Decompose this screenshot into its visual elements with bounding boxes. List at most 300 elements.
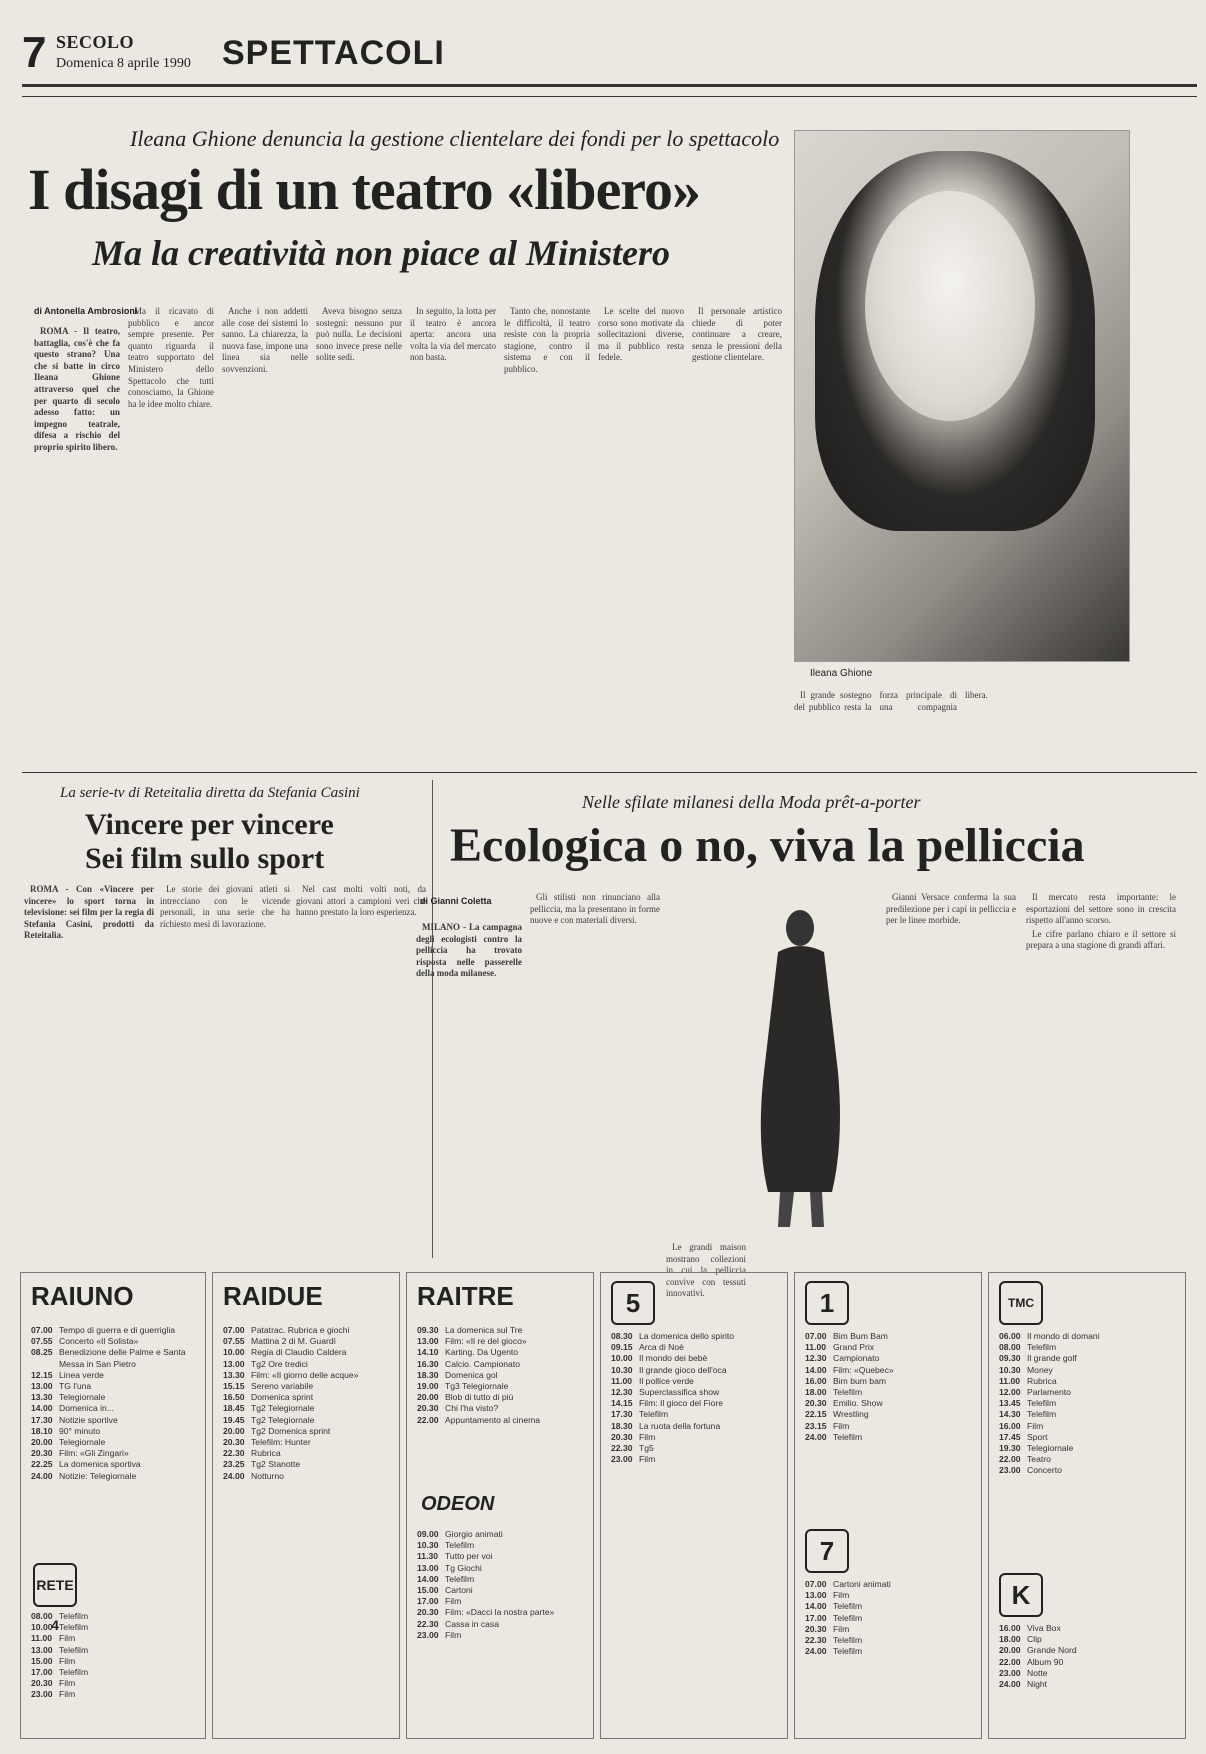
tv-program: Blob di tutto di più bbox=[445, 1392, 514, 1403]
tv-time: 09.30 bbox=[999, 1353, 1021, 1364]
raiuno-logo: RAIUNO bbox=[31, 1281, 134, 1311]
tv-program: Chi l'ha visto? bbox=[445, 1403, 499, 1414]
tv-program: Film: «Quebec» bbox=[833, 1364, 894, 1375]
tv-schedule-row bbox=[417, 1619, 583, 1630]
tv-schedule-row bbox=[999, 1331, 1175, 1342]
fashion-headline: Ecologica o no, viva la pelliccia bbox=[450, 819, 1085, 872]
tv-time: 10.30 bbox=[417, 1540, 439, 1551]
tv-program: Film bbox=[1027, 1420, 1044, 1431]
tv-schedule-row bbox=[999, 1342, 1175, 1353]
issue-date: Domenica 8 aprile 1990 bbox=[56, 56, 191, 71]
tv-program: Calcio. Campionato bbox=[445, 1358, 520, 1369]
tv-time: 15.00 bbox=[417, 1585, 439, 1596]
tv-schedule-row bbox=[805, 1342, 971, 1353]
tv-schedule-row bbox=[223, 1437, 389, 1448]
tv-program: Telegiornale bbox=[1027, 1443, 1074, 1454]
tv-schedule-row bbox=[31, 1678, 195, 1689]
tv-time: 07.55 bbox=[223, 1336, 245, 1347]
tv-schedule-row bbox=[223, 1381, 389, 1392]
tv-time: 10.00 bbox=[223, 1347, 245, 1358]
tv-schedule-row bbox=[31, 1370, 195, 1381]
tv-time: 13.45 bbox=[999, 1398, 1021, 1409]
tv-time: 20.30 bbox=[417, 1607, 439, 1618]
tv-program: Film bbox=[833, 1420, 850, 1431]
tv-program: Film: «Il re del gioco» bbox=[445, 1336, 527, 1347]
tv-time: 06.00 bbox=[999, 1331, 1021, 1341]
section-title: SPETTACOLI bbox=[222, 34, 445, 72]
article-column: Le scelte del nuovo corso sono motivate da sollecitazioni diverse, ma il pubblico resta fedele. bbox=[598, 306, 684, 363]
tv-time: 22.30 bbox=[417, 1618, 439, 1629]
tv-time: 23.25 bbox=[223, 1459, 245, 1470]
tv-time: 11.00 bbox=[611, 1375, 633, 1386]
tv-program: Il pollice verde bbox=[639, 1375, 694, 1386]
paper-name: SECOLO bbox=[56, 32, 135, 52]
tv-schedule-row bbox=[31, 1656, 195, 1667]
tv-schedule-row bbox=[999, 1387, 1175, 1398]
tv-schedule-row bbox=[999, 1353, 1175, 1364]
tv-program: Telefilm bbox=[59, 1611, 89, 1621]
tv-schedule-row bbox=[31, 1611, 195, 1622]
tv-schedule-row bbox=[417, 1325, 583, 1336]
fashion-kicker: Nelle sfilate milanesi della Moda prêt-a-porter bbox=[582, 792, 921, 812]
tv-time: 24.00 bbox=[999, 1679, 1021, 1690]
tv-schedule-row bbox=[417, 1403, 583, 1414]
tv-schedule-row bbox=[805, 1624, 971, 1635]
tv-raiuno bbox=[20, 1272, 206, 1739]
tv-schedule-row bbox=[417, 1381, 583, 1392]
tv-time: 10.00 bbox=[31, 1622, 53, 1633]
tv-program: Tg5 bbox=[639, 1443, 654, 1454]
tv-program: Telefilm bbox=[833, 1612, 863, 1623]
tv-schedule-row bbox=[31, 1415, 195, 1426]
tv-program: Telefilm bbox=[59, 1644, 89, 1655]
tv-program: Mattina 2 di M. Guardì bbox=[251, 1336, 337, 1347]
tv-program: Il mondo di domani bbox=[1027, 1331, 1100, 1341]
tv-schedule-row bbox=[805, 1635, 971, 1646]
tv-time: 20.30 bbox=[31, 1448, 53, 1459]
tv-program: Regia di Claudio Caldera bbox=[251, 1347, 347, 1358]
tv-time: 19.30 bbox=[999, 1443, 1021, 1454]
tv-program: Grand Prix bbox=[833, 1342, 875, 1353]
tv-schedule-row bbox=[417, 1551, 583, 1562]
tv-program: Notizie: Telegiornale bbox=[59, 1470, 137, 1481]
tv-time: 07.00 bbox=[805, 1331, 827, 1341]
tv-schedule-row bbox=[417, 1370, 583, 1381]
article-headline: I disagi di un teatro «libero» bbox=[28, 157, 701, 222]
tv-schedule-row bbox=[31, 1471, 195, 1482]
tv-program: Notizie sportive bbox=[59, 1414, 118, 1425]
tv-time: 17.45 bbox=[999, 1431, 1021, 1442]
article-column: Le storie dei giovani atleti si intrecciano con le vicende personali, in una serie che ha richiesto mesi di lavorazione. bbox=[160, 884, 290, 929]
tv-time: 19.45 bbox=[223, 1414, 245, 1425]
canale5-logo: 5 bbox=[611, 1281, 655, 1325]
tv-raitre bbox=[406, 1272, 594, 1739]
tv-program: Il grande gioco dell'oca bbox=[639, 1364, 727, 1375]
tv-schedule-row bbox=[31, 1437, 195, 1448]
tv-telemontecarlo bbox=[988, 1272, 1186, 1739]
tv-time: 16.00 bbox=[999, 1420, 1021, 1431]
tv-program: Telefilm bbox=[445, 1573, 475, 1584]
tv-time: 11.00 bbox=[805, 1342, 827, 1353]
tv-time: 16.00 bbox=[999, 1623, 1021, 1633]
tv-schedule-row bbox=[31, 1392, 195, 1403]
tv-program: Telefilm: Hunter bbox=[251, 1437, 311, 1448]
tv-program: Tg2 Stanotte bbox=[251, 1459, 301, 1470]
tv-time: 14.30 bbox=[999, 1409, 1021, 1420]
tv-program: Telefilm bbox=[833, 1635, 863, 1646]
tv-time: 20.30 bbox=[805, 1398, 827, 1409]
tv-time: 15.00 bbox=[31, 1655, 53, 1666]
tv-program: Film: Il gioco del Fiore bbox=[639, 1398, 724, 1409]
tv-program: Film bbox=[59, 1689, 76, 1700]
tv-schedule-row bbox=[31, 1336, 195, 1347]
tv-program: La domenica sportiva bbox=[59, 1459, 141, 1470]
tv-program: Grande Nord bbox=[1027, 1645, 1077, 1656]
tv-program: Campionato bbox=[833, 1353, 880, 1364]
tv-schedule-row bbox=[999, 1657, 1175, 1668]
tv-time: 22.00 bbox=[417, 1414, 439, 1425]
tv-program: Film bbox=[445, 1629, 462, 1640]
tv-program: Film bbox=[59, 1633, 76, 1644]
tv-time: 13.30 bbox=[223, 1369, 245, 1380]
tv-time: 12.30 bbox=[805, 1353, 827, 1364]
tv-schedule bbox=[223, 1325, 389, 1482]
tv-program: Film: «Il giorno delle acque» bbox=[251, 1369, 359, 1380]
tv-program: Cartoni animati bbox=[833, 1579, 891, 1589]
sport-kicker: La serie-tv di Reteitalia diretta da Stefania Casini bbox=[60, 785, 360, 801]
tv-program: Money bbox=[1027, 1364, 1053, 1375]
tv-time: 08.30 bbox=[611, 1331, 633, 1341]
tv-program: Bim bum bam bbox=[833, 1375, 887, 1386]
fashion-byline: di Gianni Coletta bbox=[420, 896, 492, 906]
tv-time: 24.00 bbox=[223, 1470, 245, 1481]
tv-time: 11.30 bbox=[417, 1551, 439, 1562]
tv-schedule-row bbox=[999, 1465, 1175, 1476]
tv-program: Wrestling bbox=[833, 1409, 869, 1420]
tv-schedule-row bbox=[223, 1403, 389, 1414]
tv-program: Linea verde bbox=[59, 1369, 104, 1380]
tv-schedule-row bbox=[31, 1622, 195, 1633]
tv-program: Notturno bbox=[251, 1470, 284, 1481]
tv-time: 14.00 bbox=[805, 1601, 827, 1612]
tv-time: 20.00 bbox=[417, 1392, 439, 1403]
tv-schedule-row bbox=[417, 1336, 583, 1347]
tv-time: 16.00 bbox=[805, 1375, 827, 1386]
tv-schedule-row bbox=[999, 1645, 1175, 1656]
tv-canale5 bbox=[600, 1272, 788, 1739]
tv-program: Telefilm bbox=[833, 1431, 863, 1442]
tv-program: Parlamento bbox=[1027, 1387, 1071, 1398]
tv-time: 24.00 bbox=[31, 1470, 53, 1481]
tv-program: Film bbox=[445, 1596, 462, 1607]
tv-program: Telefilm bbox=[1027, 1398, 1057, 1409]
tv-time: 09.30 bbox=[417, 1325, 439, 1335]
tv-time: 18.00 bbox=[999, 1634, 1021, 1645]
tv-time: 07.00 bbox=[223, 1325, 245, 1335]
section-divider bbox=[22, 772, 1197, 773]
tv-program: Film: «Dacci la nostra parte» bbox=[445, 1607, 555, 1618]
tv-schedule-row bbox=[223, 1459, 389, 1470]
tv-time: 14.10 bbox=[417, 1347, 439, 1358]
tv-schedule-row bbox=[417, 1563, 583, 1574]
tv-program: La ruota della fortuna bbox=[639, 1420, 721, 1431]
tv-schedule-row bbox=[611, 1409, 777, 1420]
tv-schedule-row bbox=[417, 1347, 583, 1358]
tv-schedule-row bbox=[223, 1392, 389, 1403]
tv-schedule-row bbox=[611, 1421, 777, 1432]
tv-schedule-row bbox=[611, 1387, 777, 1398]
tv-time: 08.00 bbox=[31, 1611, 53, 1621]
tv-time: 13.00 bbox=[417, 1336, 439, 1347]
tv-program: Telefilm bbox=[1027, 1409, 1057, 1420]
tv-time: 07.55 bbox=[31, 1336, 53, 1347]
tv-schedule bbox=[999, 1331, 1175, 1477]
tmc2-logo: 7 bbox=[805, 1529, 849, 1573]
tv-schedule-row bbox=[805, 1590, 971, 1601]
tv-schedule bbox=[611, 1331, 777, 1465]
tv-schedule-row bbox=[611, 1376, 777, 1387]
tv-program: Benedizione delle Palme e Santa Messa in San Pietro bbox=[59, 1347, 186, 1369]
tv-schedule-row bbox=[223, 1336, 389, 1347]
article-column: ROMA - Con «Vincere per vincere» lo sport torna in televisione: sei film per la regia di Stefania Casini, prodotti da Reteitalia. bbox=[24, 884, 154, 941]
article-column: Gianni Versace conferma la sua predilezione per i capi in pelliccia e per le linee morbide. bbox=[886, 892, 1016, 926]
tv-raidue bbox=[212, 1272, 400, 1739]
article-column: ROMA - Il teatro, battaglia, cos'è che fa questo strano? Una che si batte in circo Ileana Ghione attraverso quel che per quarto di secolo adesso fatto: un impegno teatrale, difesa a rischio del proprio spirito libero. bbox=[34, 326, 120, 452]
tv-schedule-row bbox=[999, 1432, 1175, 1443]
tv-schedule-row bbox=[31, 1633, 195, 1644]
article-top-rule bbox=[22, 96, 1197, 97]
tv-time: 18.30 bbox=[611, 1420, 633, 1431]
tv-time: 13.00 bbox=[417, 1562, 439, 1573]
tv-time: 23.00 bbox=[31, 1689, 53, 1700]
fashion-model-photo bbox=[720, 892, 880, 1232]
tv-program: Il grande golf bbox=[1027, 1353, 1077, 1364]
tv-schedule-row bbox=[417, 1392, 583, 1403]
tv-time: 08.25 bbox=[31, 1347, 53, 1358]
rete4-logo: RETE 4 bbox=[33, 1563, 77, 1607]
tv-program: Domenica sprint bbox=[251, 1392, 314, 1403]
tv-time: 18.10 bbox=[31, 1425, 53, 1436]
tv-time: 09.15 bbox=[611, 1342, 633, 1353]
tv-schedule-row bbox=[417, 1596, 583, 1607]
tv-program: Film bbox=[59, 1678, 76, 1689]
tv-program: Karting. Da Ugento bbox=[445, 1347, 519, 1358]
tv-program: Domenica in... bbox=[59, 1403, 114, 1414]
tv-schedule-row bbox=[417, 1585, 583, 1596]
tv-schedule-row bbox=[611, 1398, 777, 1409]
tv-schedule-row bbox=[611, 1443, 777, 1454]
tv-time: 14.15 bbox=[611, 1398, 633, 1409]
tv-time: 12.15 bbox=[31, 1369, 53, 1380]
tv-schedule-row bbox=[999, 1623, 1175, 1634]
tv-program: Il mondo dei bebè bbox=[639, 1353, 708, 1364]
tv-time: 20.00 bbox=[31, 1437, 53, 1448]
tv-program: Notte bbox=[1027, 1667, 1048, 1678]
tv-program: La domenica dello spirito bbox=[639, 1331, 735, 1341]
tv-schedule-row bbox=[31, 1689, 195, 1700]
tv-time: 07.00 bbox=[31, 1325, 53, 1335]
tv-program: Album 90 bbox=[1027, 1656, 1064, 1667]
tv-schedule-row bbox=[31, 1347, 195, 1369]
tv-schedule-row bbox=[223, 1471, 389, 1482]
tv-program: 90° minuto bbox=[59, 1425, 101, 1436]
tv-schedule-row bbox=[805, 1601, 971, 1612]
tv-time: 18.45 bbox=[223, 1403, 245, 1414]
tv-schedule-row bbox=[805, 1613, 971, 1624]
tv-schedule-row bbox=[805, 1398, 971, 1409]
tv-time: 13.00 bbox=[223, 1358, 245, 1369]
videomusic-logo: K bbox=[999, 1573, 1043, 1617]
tv-time: 22.30 bbox=[611, 1443, 633, 1454]
tv-schedule-row bbox=[999, 1668, 1175, 1679]
tv-program: Telefilm bbox=[833, 1601, 863, 1612]
tv-schedule bbox=[805, 1331, 971, 1443]
tv-time: 07.00 bbox=[805, 1579, 827, 1589]
tv-program: Patatrac. Rubrica e giochi bbox=[251, 1325, 350, 1335]
tv-time: 22.15 bbox=[805, 1409, 827, 1420]
tv-schedule-row bbox=[805, 1409, 971, 1420]
tv-schedule-row bbox=[611, 1432, 777, 1443]
tv-program: Telefilm bbox=[833, 1646, 863, 1657]
tv-time: 16.50 bbox=[223, 1392, 245, 1403]
tv-time: 13.00 bbox=[31, 1644, 53, 1655]
portrait-face bbox=[865, 191, 1035, 421]
tv-program: Telegiornale bbox=[59, 1392, 106, 1403]
raidue-logo: RAIDUE bbox=[223, 1281, 323, 1311]
tv-time: 17.00 bbox=[417, 1596, 439, 1607]
tv-time: 11.00 bbox=[31, 1633, 53, 1644]
tv-program: Sport bbox=[1027, 1431, 1048, 1442]
tv-time: 08.00 bbox=[999, 1342, 1021, 1353]
tv-time: 10.00 bbox=[611, 1353, 633, 1364]
tv-schedule-row bbox=[805, 1376, 971, 1387]
article-byline: di Antonella Ambrosioni bbox=[34, 306, 138, 316]
tv-schedule-row bbox=[417, 1574, 583, 1585]
tv-time: 22.25 bbox=[31, 1459, 53, 1470]
tv-schedule-row bbox=[417, 1607, 583, 1618]
tv-program: Rubrica bbox=[251, 1448, 281, 1459]
tv-program: Superclassifica show bbox=[639, 1387, 720, 1398]
tv-program: Film bbox=[639, 1454, 656, 1465]
tv-schedule-row bbox=[31, 1667, 195, 1678]
tv-time: 10.30 bbox=[611, 1364, 633, 1375]
tv-time: 22.30 bbox=[805, 1635, 827, 1646]
tv-time: 19.00 bbox=[417, 1381, 439, 1392]
tv-time: 23.00 bbox=[611, 1454, 633, 1465]
tv-time: 11.00 bbox=[999, 1375, 1021, 1386]
article-column: Gli stilisti non rinunciano alla pelliccia, ma la presentano in forme nuove e con materiali diversi. bbox=[530, 892, 660, 926]
telemontecarlo-logo: TMC bbox=[999, 1281, 1043, 1325]
tv-schedule-row bbox=[611, 1331, 777, 1342]
tv-schedule-row bbox=[999, 1634, 1175, 1645]
tv-time: 20.30 bbox=[31, 1678, 53, 1689]
tv-time: 17.00 bbox=[31, 1667, 53, 1678]
tv-schedule-row bbox=[417, 1529, 583, 1540]
tv-program: TG l'una bbox=[59, 1381, 92, 1392]
tv-time: 15.15 bbox=[223, 1381, 245, 1392]
tv-program: Telefilm bbox=[639, 1409, 669, 1420]
tv-schedule-row bbox=[31, 1325, 195, 1336]
tv-program: Clip bbox=[1027, 1634, 1042, 1645]
tv-time: 12.30 bbox=[611, 1387, 633, 1398]
tv-program: Cassa in casa bbox=[445, 1618, 499, 1629]
tv-program: Bim Bum Bam bbox=[833, 1331, 888, 1341]
tv-schedule bbox=[417, 1529, 583, 1641]
tv-schedule bbox=[31, 1325, 195, 1482]
tv-schedule-row bbox=[31, 1459, 195, 1470]
tv-time: 13.00 bbox=[31, 1381, 53, 1392]
tv-schedule-row bbox=[999, 1409, 1175, 1420]
tv-program: Telegiornale bbox=[59, 1437, 106, 1448]
photo-caption: Ileana Ghione bbox=[810, 668, 873, 679]
tv-time: 23.00 bbox=[999, 1465, 1021, 1476]
tv-schedule-row bbox=[999, 1679, 1175, 1690]
tv-time: 17.30 bbox=[611, 1409, 633, 1420]
tv-schedule bbox=[805, 1579, 971, 1657]
tv-schedule-row bbox=[805, 1432, 971, 1443]
tv-schedule-row bbox=[223, 1325, 389, 1336]
tv-schedule-row bbox=[417, 1359, 583, 1370]
masthead-rule bbox=[22, 84, 1197, 87]
article-column: Tanto che, nonostante le difficoltà, il teatro resiste con la propria stagione, contro il sistema e con il pubblico. bbox=[504, 306, 590, 374]
tv-schedule-row bbox=[611, 1353, 777, 1364]
tv-time: 20.30 bbox=[805, 1623, 827, 1634]
tv-schedule bbox=[999, 1623, 1175, 1690]
tv-program: Film bbox=[833, 1590, 850, 1601]
tv-program: Tutto per voi bbox=[445, 1551, 493, 1562]
tv-program: Giorgio animati bbox=[445, 1529, 503, 1539]
tv-program: Telefilm bbox=[833, 1387, 863, 1398]
tv-time: 20.30 bbox=[611, 1431, 633, 1442]
tv-time: 23.00 bbox=[417, 1629, 439, 1640]
tv-schedule-row bbox=[223, 1370, 389, 1381]
tv-schedule-row bbox=[31, 1426, 195, 1437]
tv-time: 09.00 bbox=[417, 1529, 439, 1539]
tv-time: 20.30 bbox=[223, 1437, 245, 1448]
tv-schedule-row bbox=[31, 1403, 195, 1414]
tv-time: 17.00 bbox=[805, 1612, 827, 1623]
article-deck: Ma la creatività non piace al Ministero bbox=[92, 233, 671, 273]
article-kicker: Ileana Ghione denuncia la gestione clientelare dei fondi per lo spettacolo bbox=[130, 126, 780, 151]
tv-schedule-row bbox=[417, 1415, 583, 1426]
tv-time: 24.00 bbox=[805, 1431, 827, 1442]
tv-time: 12.00 bbox=[999, 1387, 1021, 1398]
article-column: In seguito, la lotta per il teatro è ancora aperta: ancora una volta la via del mercato non basta. bbox=[410, 306, 496, 363]
tv-schedule-row bbox=[805, 1331, 971, 1342]
tv-time: 18.00 bbox=[805, 1387, 827, 1398]
tv-schedule-row bbox=[223, 1415, 389, 1426]
article-column: Le grandi maison mostrano collezioni in cui la pelliccia convive con tessuti innovativi. bbox=[666, 1242, 746, 1299]
tv-time: 22.00 bbox=[999, 1656, 1021, 1667]
tv-schedule-row bbox=[999, 1454, 1175, 1465]
tv-schedule-row bbox=[805, 1387, 971, 1398]
sport-headline: Vincere per vincere Sei film sullo sport bbox=[85, 808, 334, 875]
tv-program: Film: «Gli Zingari» bbox=[59, 1448, 129, 1459]
tv-time: 13.00 bbox=[805, 1590, 827, 1601]
tv-program: Tg2 Telegiornale bbox=[251, 1414, 315, 1425]
tv-program: Tg2 Domenica sprint bbox=[251, 1425, 331, 1436]
tv-program: Arca di Noè bbox=[639, 1342, 684, 1353]
tv-schedule-row bbox=[31, 1448, 195, 1459]
tv-schedule-row bbox=[805, 1421, 971, 1432]
tv-time: 23.00 bbox=[999, 1667, 1021, 1678]
tv-schedule-row bbox=[223, 1347, 389, 1358]
tv-time: 24.00 bbox=[805, 1646, 827, 1657]
article-column: Il personale artistico chiede di poter continuare a creare, senza le pressioni della gestione clientelare. bbox=[692, 306, 782, 363]
tv-schedule-row bbox=[999, 1443, 1175, 1454]
article-column: Il mercato resta importante: le esportazioni del settore sono in crescita rispetto all'anno scorso. Le cifre parlano chiaro e il settore si prepara a una stagione di grandi affari. bbox=[1026, 892, 1176, 951]
tv-schedule-row bbox=[223, 1448, 389, 1459]
